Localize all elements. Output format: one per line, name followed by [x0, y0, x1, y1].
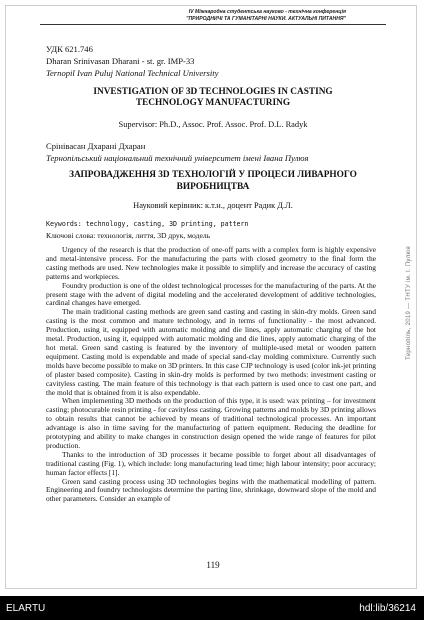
conference-header [86, 9, 346, 22]
page-number: 119 [206, 560, 220, 570]
conference-line-1: IV Міжнародна студентська науково - технічна конференція [188, 9, 346, 15]
paragraph: Foundry production is one of the oldest technological processes for the manufacturing of the parts. At the present stage with the advent of digital modeling and the accelerated development of additive technologies, cardinal changes have emerged. [46, 280, 376, 308]
author-en: Dharan Srinivasan Dharani - st. gr. IMP-33 [46, 56, 195, 66]
title-uk-line-2: ВИРОБНИЦТВА [176, 182, 250, 192]
paragraph: When implementing 3D methods on the production of this type, it is used: wax printing – for investment casting; photocurable resin printing - for cavityless casting. Growing patterns and molds by 3D printing allows to obtain results that cannot be achieved by means of traditional technological processes. An important advantage is also in time saving for the manufacturing of pattern equipment. Reducing the deadline for prototyping and ability to make changes in construction design opened the wide range of features for pilot production. [46, 396, 376, 450]
repository-name[interactable]: ELARTU [6, 603, 46, 614]
supervisor-en: Supervisor: Ph.D., Assoc. Prof. Assoc. Prof. D.L. Radyk [118, 120, 308, 129]
paragraph: Green sand casting process using 3D technologies begins with the mathematical modelling of pattern. Engineering and foundry technologists determine the parting line, shrinkage, downward slope of the mold and other parameters. Consider an example of [46, 476, 376, 504]
repository-footer [0, 596, 424, 620]
paragraph: The main traditional casting methods are green sand casting and casting in skin-dry molds. Green sand casting is the most common and mature technology, and in terms of functionality - the most advanced. Production, using it, equipped with automatic molding and die lines, apply automatic charging of the hot metal. Production, using it, equipped with automatic molding and die lines, apply automatic charging of the hot metal. Green sand casting is featured by the inventory of multiple-used metal or wooden pattern equipment. Casting mold is expendable and made of special sand-clay molding commixture. Currently such molds have become possible to make on 3D printers. In this case CJP technology is used (color ink-jet printing of plaster based composite). Casting in skin-dry molds is performed by two methods: investment casting or cavityless casting. The main feature of this technology is that each pattern is used once to cast one part, and the mold that is obtained from it is also expendable. [46, 307, 377, 397]
affiliation-en: Ternopil Ivan Puluj National Technical University [46, 68, 219, 78]
side-margin-label: Тернопіль, 2019 — ТНТУ ім. І. Пулюя [406, 246, 412, 360]
title-en-line-2: TECHNOLOGY MANUFACTURING [135, 98, 291, 108]
title-uk-line-1: ЗАПРОВАДЖЕННЯ 3D ТЕХНОЛОГІЙ У ПРОЦЕСИ ЛИВАРНОГО [69, 170, 357, 180]
side-margin [404, 48, 414, 558]
udk-code: УДК 621.746 [46, 44, 93, 54]
supervisor-uk: Науковий керівник: к.т.н., доцент Радик Д.Л. [133, 201, 293, 210]
author-uk: Срінівасан Дхарані Дхаран [46, 141, 146, 151]
affiliation-uk: Тернопільський національний технічний університет імені Івана Пулюя [46, 153, 309, 163]
paragraph: Thanks to the introduction of 3D processes it became possible to forget about all disadvantages of traditional casting (Fig. 1), which include: long manufacturing lead time; high labour intensity; poor accuracy; human factor effects [1]. [46, 449, 376, 477]
keywords-uk: Ключові слова: технологія, лиття, 3D друк, модель [46, 231, 211, 240]
title-en-line-1: INVESTIGATION OF 3D TECHNOLOGIES IN CASTING [93, 87, 333, 97]
handle-id[interactable]: hdl:lib/36214 [359, 603, 416, 614]
article-body [46, 246, 376, 504]
header-rule [40, 24, 386, 25]
conference-line-2: "ПРИРОДНИЧІ ТА ГУМАНІТАРНІ НАУКИ. АКТУАЛЬНІ ПИТАННЯ" [186, 15, 346, 22]
paragraph: Urgency of the research is that the production of one-off parts with a complex form is highly expensive and metal-intensive process. For the manufacturing the parts with closed geometry to the final form the casting methods are used. New technologies make it possible to simplify and increase the accuracy of casting patterns and workpieces. [46, 245, 376, 281]
keywords-en: Keywords: technology, casting, 3D printing, pattern [46, 220, 249, 228]
